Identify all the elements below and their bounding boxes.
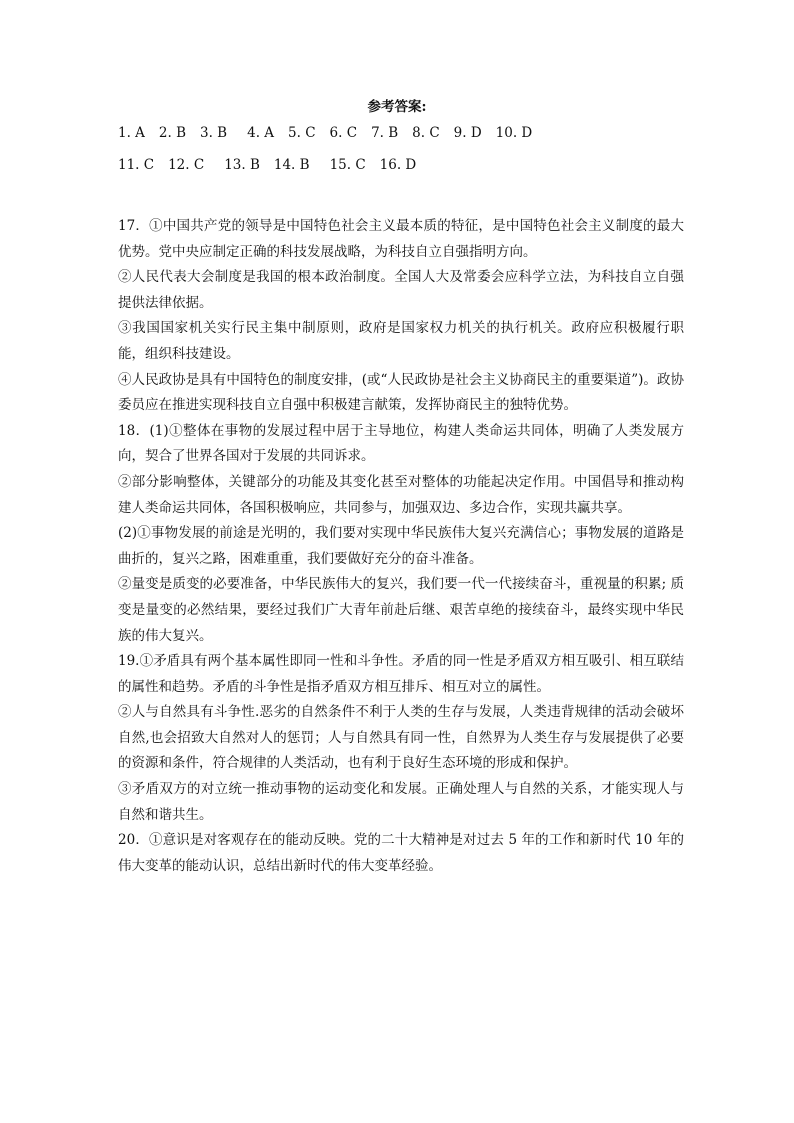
paragraph: 18．(1)①整体在事物的发展过程中居于主导地位，构建人类命运共同体，明确了人类发展方向，契合了世界各国对于发展的共同诉求。 (118, 422, 684, 465)
paragraph: ②部分影响整体，关键部分的功能及其变化甚至对整体的功能起决定作用。中国倡导和推动构建人类命运共同体，各国积极响应，共同参与，加强双边、多边合作，实现共赢共享。 (118, 473, 684, 516)
paragraph: ③矛盾双方的对立统一推动事物的运动变化和发展。正确处理人与自然的关系，才能实现人与自然和谐共生。 (118, 781, 684, 823)
answer-item: 16. D (379, 157, 417, 173)
answer-item: 9. D (453, 125, 482, 141)
answer-item: 2. B (158, 125, 187, 141)
answer-item: 6. C (329, 125, 358, 141)
paragraph: 20．①意识是对客观存在的能动反映。党的二十大精神是对过去 5 年的工作和新时代 10 年的伟大变革的能动认识，总结出新时代的伟大变革经验。 (118, 832, 684, 874)
answer-item: 4. A (247, 125, 275, 141)
answer-item: 1. A (118, 125, 145, 141)
answer-item: 7. B (371, 125, 399, 141)
paragraph: 17．①中国共产党的领导是中国特色社会主义最本质的特征，是中国特色社会主义制度的最大优势。党中央应制定正确的科技发展战略，为科技自立自强指明方向。 (118, 218, 684, 260)
answer-item: 8. C (412, 125, 440, 141)
answer-row-1 (118, 123, 678, 155)
answer-item: 14. B (273, 157, 310, 173)
answer-item: 12. C (168, 157, 205, 173)
answer-item: 13. B (224, 157, 260, 173)
paragraph: ②人与自然具有斗争性.恶劣的自然条件不利于人类的生存与发展，人类违背规律的活动会破坏自然,也会招致大自然对人的惩罚；人与自然具有同一性，自然界为人类生存与发展提供了必要的资源和条件，符合规律的人类活动，也有利于良好生态环境的形成和保护。 (118, 704, 684, 772)
page-title: 参考答案: (367, 99, 427, 115)
paragraph: (2)①事物发展的前途是光明的，我们要对实现中华民族伟大复兴充满信心；事物发展的道路是曲折的，复兴之路，困难重重，我们要做好充分的奋斗准备。 (118, 525, 684, 567)
answer-key (118, 123, 678, 187)
answer-explanations (118, 214, 684, 879)
paragraph: 19.①矛盾具有两个基本属性即同一性和斗争性。矛盾的同一性是矛盾双方相互吸引、相互联结的属性和趋势。矛盾的斗争性是指矛盾双方相互排斥、相互对立的属性。 (118, 653, 684, 695)
answer-item: 15. C (329, 157, 366, 173)
paragraph: ②量变是质变的必要准备，中华民族伟大的复兴，我们要一代一代接续奋斗，重视量的积累; 质变是量变的必然结果，要经过我们广大青年前赴后继、艰苦卓绝的接续奋斗，最终实现中华民族的伟大复兴。 (118, 576, 684, 644)
answer-item: 11. C (118, 157, 155, 173)
paragraph: ④人民政协是具有中国特色的制度安排，(或“人民政协是社会主义协商民主的重要渠道”)。政协委员应在推进实现科技自立自强中积极建言献策，发挥协商民主的独特优势。 (118, 371, 684, 414)
answer-row-2 (118, 155, 678, 187)
paragraph: ②人民代表大会制度是我国的根本政治制度。全国人大及常委会应科学立法，为科技自立自强提供法律依据。 (118, 269, 684, 311)
answer-item: 5. C (288, 125, 316, 141)
paragraph: ③我国国家机关实行民主集中制原则，政府是国家权力机关的执行机关。政府应积极履行职能，组织科技建设。 (118, 320, 684, 362)
answer-item: 3. B (200, 125, 228, 141)
answer-item: 10. D (495, 125, 533, 141)
